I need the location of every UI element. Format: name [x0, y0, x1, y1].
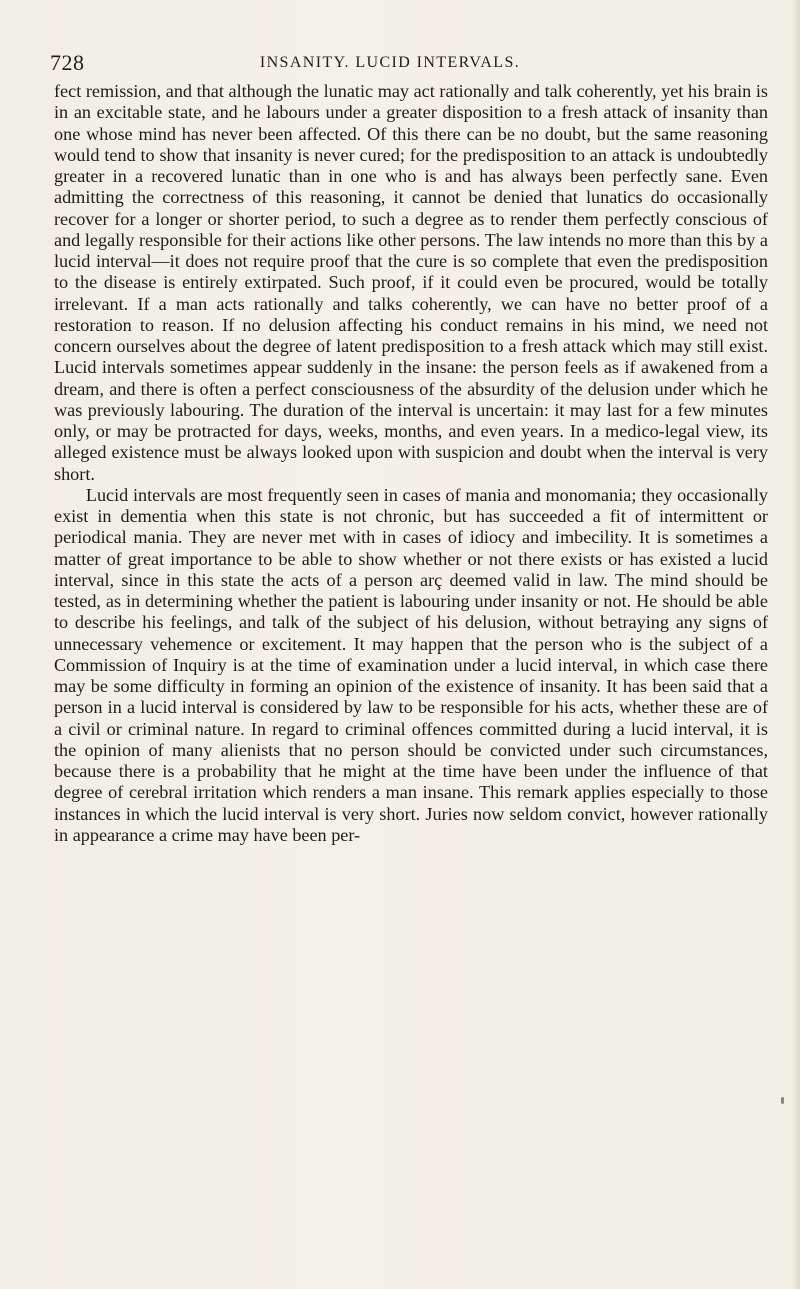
paragraph-continued: fect remission, and that although the lunatic may act rationally and talk coherently, yet his brain is in an excitable state, and he labours under a greater disposition to a fresh attack of insanity than one whose mind has never been affected. Of this there can be no doubt, but the same reasoning would tend to show that insanity is never cured; for the predisposition to an attack is undoubtedly greater in a recovered lunatic than in one who is and has always been perfectly sane. Even admitting the correctness of this reasoning, it cannot be denied that lunatics do occasionally recover for a longer or shorter period, to such a degree as to render them perfectly conscious of and legally responsible for their actions like other persons. The law intends no more than this by a lucid interval—it does not require proof that the cure is so complete that even the predisposition to the disease is entirely extirpated. Such proof, if it could even be procured, would be totally irrelevant. If a man acts rationally and talks coherently, we can have no better proof of a restoration to reason. If no delusion affecting his conduct remains in his mind, we need not concern ourselves about the degree of latent predisposition to a fresh attack which may still exist. Lucid intervals sometimes appear suddenly in the insane: the person feels as if awakened from a dream, and there is often a perfect consciousness of the absurdity of the delusion under which he was previously labouring. The duration of the interval is uncertain: it may last for a few minutes only, or may be protracted for days, weeks, months, and even years. In a medico-legal view, its alleged existence must be always looked upon with suspicion and doubt when the interval is very short.	[54, 81, 768, 484]
running-head: INSANITY. LUCID INTERVALS.	[259, 54, 521, 71]
body-text	[54, 81, 768, 846]
print-speck	[781, 1097, 784, 1104]
page-number: 728	[50, 50, 85, 75]
page-edge-shadow	[792, 0, 800, 1289]
page-header	[50, 48, 750, 78]
paragraph-lucid-intervals: Lucid intervals are most frequently seen in cases of mania and monomania; they occasionally exist in dementia when this state is not chronic, but has succeeded a fit of intermittent or periodical mania. They are never met with in cases of idiocy and imbecility. It is sometimes a matter of great importance to be able to show whether or not there exists or has existed a lucid interval, since in this state the acts of a person arç deemed valid in law. The mind should be tested, as in determining whether the patient is labouring under insanity or not. He should be able to describe his feelings, and talk of the subject of his delusion, without betraying any signs of unnecessary vehemence or excitement. It may happen that the person who is the subject of a Commission of Inquiry is at the time of examination under a lucid interval, in which case there may be some difficulty in forming an opinion of the existence of insanity. It has been said that a person in a lucid interval is considered by law to be responsible for his acts, whether these are of a civil or criminal nature. In regard to criminal offences committed during a lucid interval, it is the opinion of many alienists that no person should be convicted under such circumstances, because there is a probability that he might at the time have been under the influence of that degree of cerebral irritation which renders a man insane. This remark applies especially to those instances in which the lucid interval is very short. Juries now seldom convict, however rationally in appearance a crime may have been per-	[54, 484, 768, 845]
